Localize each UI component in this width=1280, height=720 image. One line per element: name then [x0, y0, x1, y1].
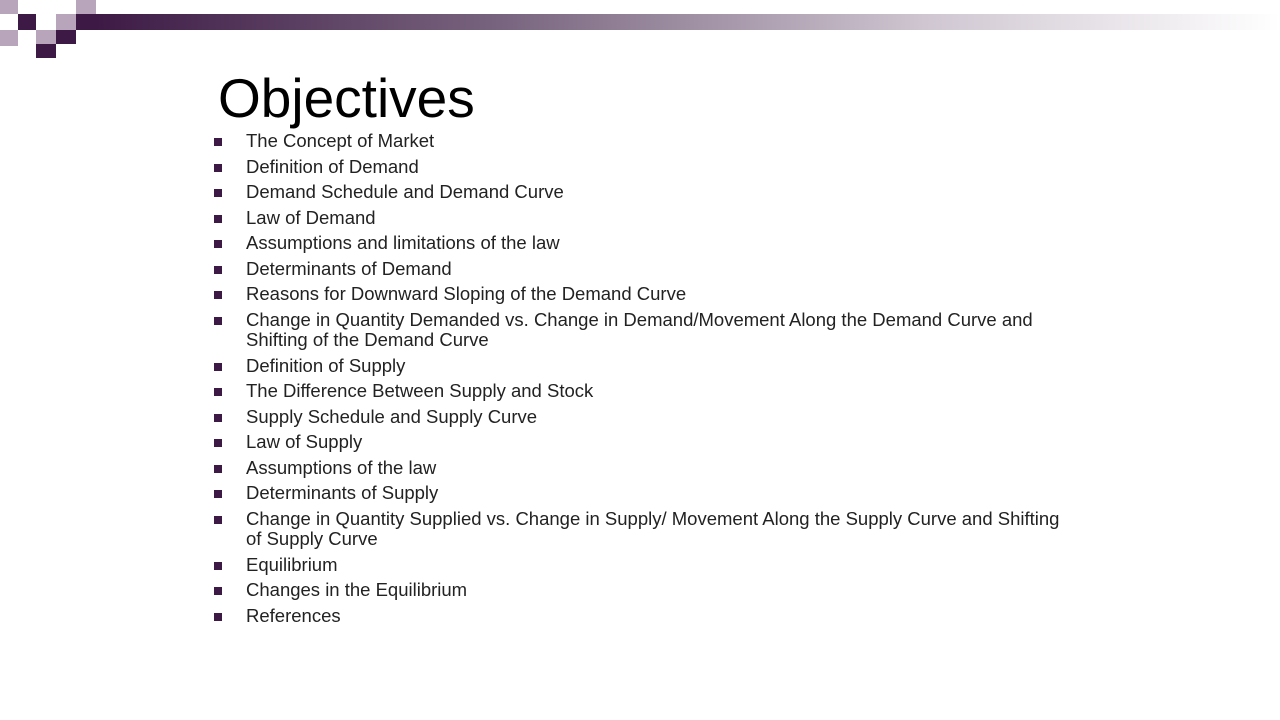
list-item-text: Determinants of Supply: [246, 482, 439, 503]
list-item-text: Equilibrium: [246, 553, 338, 575]
list-item: [214, 509, 1074, 550]
list-item: [214, 580, 1074, 601]
list-item-text: Reasons for Downward Sloping of the Demand Curve: [246, 283, 687, 304]
deco-square: [18, 14, 36, 30]
square-bullet-icon: [214, 388, 222, 396]
list-item: [214, 233, 1074, 254]
list-item-text: Definition of Supply: [246, 354, 406, 376]
deco-square: [56, 30, 76, 44]
square-bullet-icon: [214, 516, 222, 524]
list-item-text: Law of Supply: [246, 431, 363, 452]
list-item: [214, 555, 1074, 576]
list-item-text: References: [246, 604, 341, 626]
square-bullet-icon: [214, 164, 222, 172]
deco-square: [36, 0, 56, 14]
list-item-text: Assumptions and limitations of the law: [246, 232, 560, 253]
list-item: [214, 356, 1074, 377]
square-bullet-icon: [214, 189, 222, 197]
list-item: [214, 182, 1074, 203]
square-bullet-icon: [214, 613, 222, 621]
list-item-text: Determinants of Demand: [246, 257, 452, 279]
header-gradient-band: [96, 14, 1280, 30]
list-item-text: Demand Schedule and Demand Curve: [246, 181, 564, 202]
list-item: [214, 606, 1074, 627]
square-bullet-icon: [214, 240, 222, 248]
list-item-text: Changes in the Equilibrium: [246, 579, 468, 600]
square-bullet-icon: [214, 439, 222, 447]
deco-square: [0, 0, 18, 14]
square-bullet-icon: [214, 317, 222, 325]
list-item: [214, 259, 1074, 280]
list-item-text: Assumptions of the law: [246, 456, 437, 478]
list-item-text: The Concept of Market: [246, 130, 435, 151]
deco-square: [36, 44, 56, 58]
list-item: [214, 381, 1074, 402]
list-item: [214, 157, 1074, 178]
square-bullet-icon: [214, 587, 222, 595]
square-bullet-icon: [214, 291, 222, 299]
list-item: [214, 284, 1074, 305]
list-item: [214, 131, 1074, 152]
list-item-text: Supply Schedule and Supply Curve: [246, 405, 538, 427]
square-bullet-icon: [214, 138, 222, 146]
deco-square: [76, 14, 96, 30]
square-bullet-icon: [214, 414, 222, 422]
square-bullet-icon: [214, 490, 222, 498]
list-item: [214, 458, 1074, 479]
list-item-text: Definition of Demand: [246, 155, 419, 177]
deco-square: [76, 0, 96, 14]
square-bullet-icon: [214, 215, 222, 223]
square-bullet-icon: [214, 363, 222, 371]
list-item: [214, 208, 1074, 229]
list-item-text: Change in Quantity Supplied vs. Change in Supply/ Movement Along the Supply Curve and Shifting of Supply Curve: [246, 507, 1060, 549]
list-item-text: The Difference Between Supply and Stock: [246, 380, 594, 401]
deco-square: [36, 30, 56, 44]
list-item: [214, 432, 1074, 453]
slide-title: Objectives: [218, 67, 475, 129]
list-item: [214, 483, 1074, 504]
list-item: [214, 310, 1074, 351]
objectives-list: [214, 131, 1074, 631]
list-item: [214, 407, 1074, 428]
decorative-header-pattern: [0, 0, 1280, 60]
square-bullet-icon: [214, 465, 222, 473]
square-bullet-icon: [214, 562, 222, 570]
square-bullet-icon: [214, 266, 222, 274]
list-item-text: Law of Demand: [246, 206, 376, 228]
list-item-text: Change in Quantity Demanded vs. Change in Demand/Movement Along the Demand Curve and Shifting of the Demand Curve: [246, 308, 1033, 350]
deco-square: [56, 14, 76, 30]
deco-square: [0, 30, 18, 46]
